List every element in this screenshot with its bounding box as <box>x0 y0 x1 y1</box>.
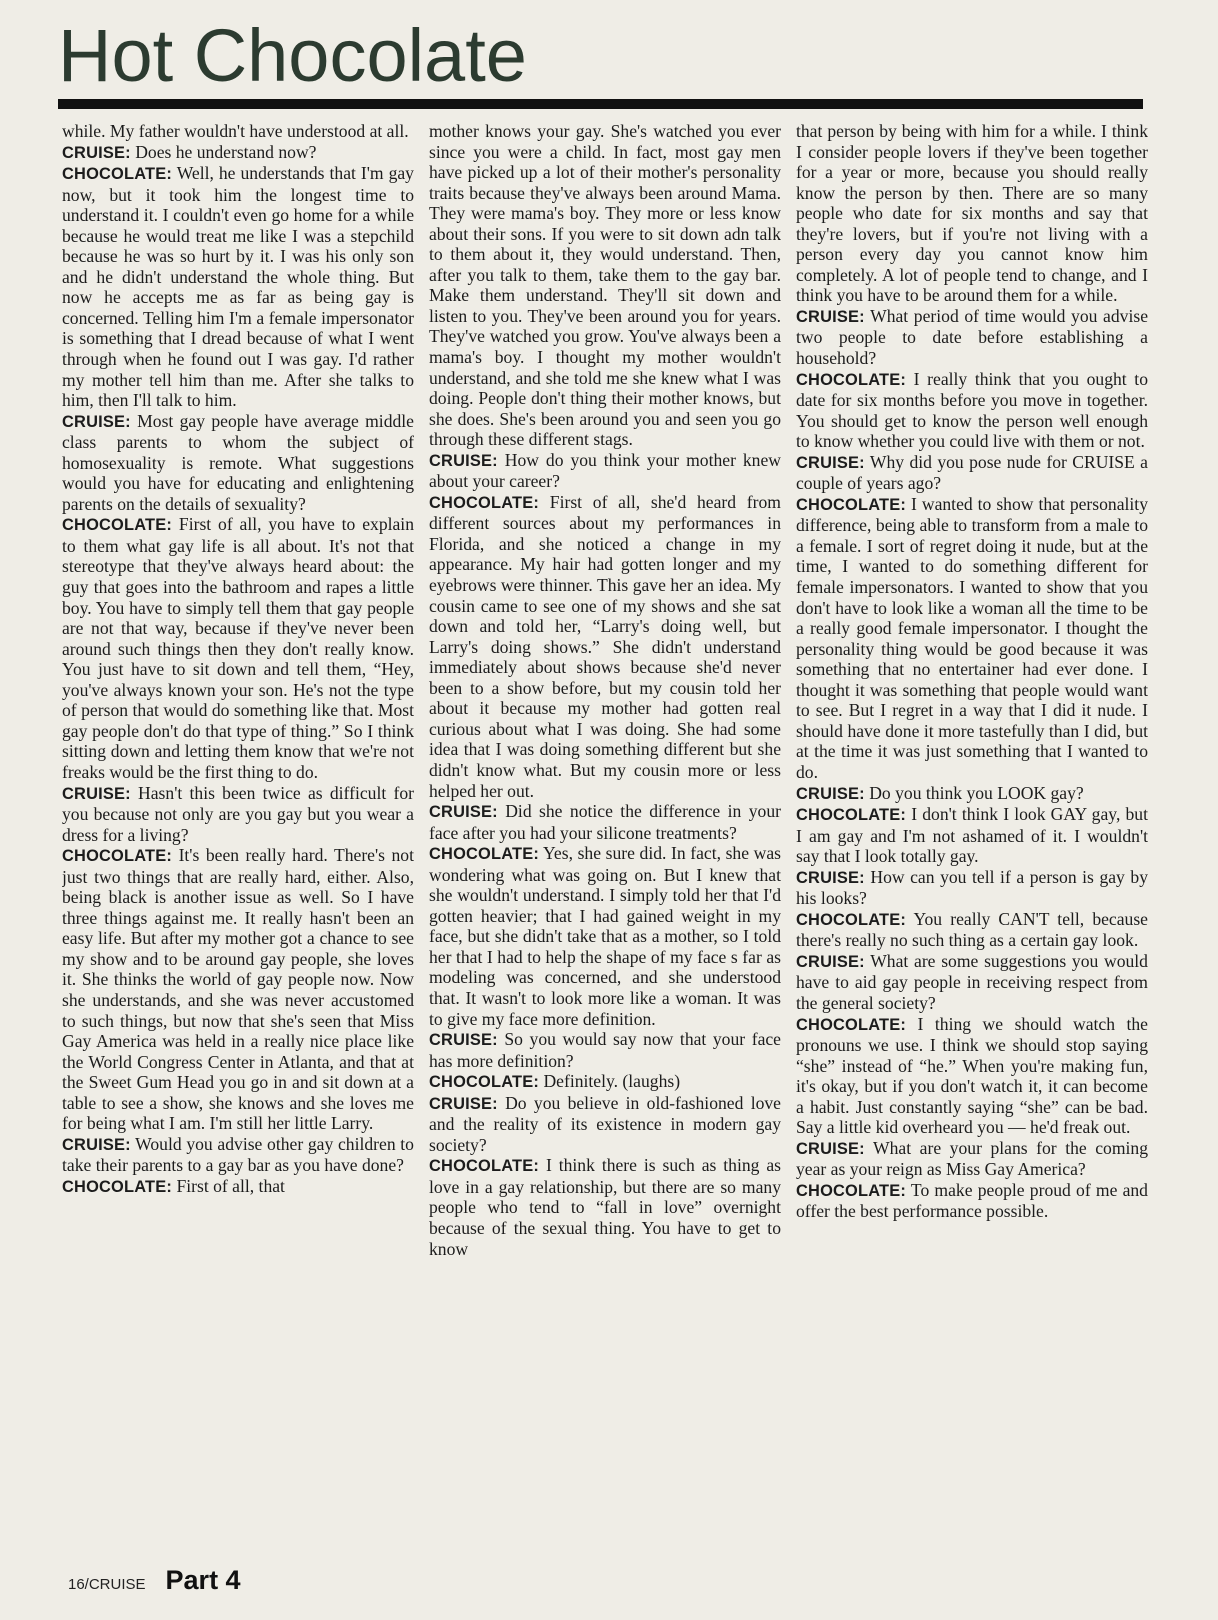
paragraph-text: that person by being with him for a while. I think I consider people lovers if they've been together for a year or more, because you should really know the person by then. There are so many people who date for six months and say that they're lovers, but if you're not living with a person every day you cannot know him completely. A lot of people tend to change, and I think you have to be around them for a while. <box>796 121 1148 306</box>
interview-paragraph <box>429 121 781 450</box>
speaker-label: CHOCOLATE: <box>62 165 173 184</box>
speaker-label: CRUISE: <box>62 143 131 162</box>
paragraph-text: while. My father wouldn't have understood at all. <box>62 121 409 141</box>
paragraph-text: How do you think your mother knew about your career? <box>429 449 781 492</box>
speaker-label: CRUISE: <box>62 1135 131 1154</box>
interview-paragraph <box>796 909 1148 951</box>
paragraph-text: First of all, she'd heard from different sources about my performances in Florida, and she noticed a change in my appearance. My hair had gotten longer and my eyebrows were thinner. This gave her an idea. My cousin came to see one of my shows and she sat down and told her, “Larry's doing well, but Larry's doing shows.” She didn't understand immediately about shows because she'd never been to a show before, but my cousin told her about it because my mother had gotten real curious about what I was doing. She had some idea that I was doing something different but she didn't know what. But my cousin more or less helped her out. <box>429 491 781 801</box>
title-rule <box>58 99 1143 109</box>
speaker-label: CRUISE: <box>796 952 865 971</box>
column-1 <box>62 121 414 1546</box>
speaker-label: CRUISE: <box>429 803 498 822</box>
interview-paragraph <box>796 951 1148 1014</box>
speaker-label: CRUISE: <box>796 1139 865 1158</box>
paragraph-text: Does he understand now? <box>135 141 317 162</box>
paragraph-text: I wanted to show that personality difference, being able to transform from a male to a female. I sort of regret doing it nude, but at the time, I wanted to do something different for female impersonators. I wanted to show that you don't have to look like a woman all the time to be a really good female impersonator. I thought the personality thing would be good because it was something that no entertainer had ever done. I thought it was something that people would want to see. But I regret in a way that I did it nude. I should have done it more tastefully than I did, but at the time it was just something that I wanted to do. <box>796 493 1148 782</box>
speaker-label: CRUISE: <box>62 784 131 803</box>
interview-paragraph <box>62 121 414 142</box>
speaker-label: CRUISE: <box>796 868 865 887</box>
speaker-label: CRUISE: <box>796 307 865 326</box>
speaker-label: CHOCOLATE: <box>796 806 907 825</box>
paragraph-text: Did she notice the difference in your face after you had your silicone treatments? <box>429 801 781 843</box>
speaker-label: CRUISE: <box>429 1031 498 1050</box>
paragraph-text: So you would say now that your face has more definition? <box>429 1029 781 1071</box>
interview-paragraph <box>62 163 414 411</box>
interview-paragraph <box>62 845 414 1134</box>
interview-paragraph <box>429 801 781 843</box>
interview-paragraph <box>796 1138 1148 1180</box>
page-footer <box>68 1565 241 1596</box>
paragraph-text: Why did you pose nude for CRUISE a couple of years ago? <box>796 451 1148 494</box>
paragraph-text: You really CAN'T tell, because there's really no such thing as a certain gay look. <box>796 908 1148 951</box>
speaker-label: CHOCOLATE: <box>62 1177 173 1196</box>
part-label: Part 4 <box>165 1565 241 1595</box>
paragraph-text: I really think that you ought to date for six months before you move in together. You should get to know the person well enough to know whether you could live with them or not. <box>796 368 1148 452</box>
interview-paragraph <box>62 514 414 782</box>
paragraph-text: How can you tell if a person is gay by his looks? <box>796 866 1148 909</box>
speaker-label: CHOCOLATE: <box>429 1073 540 1092</box>
interview-paragraph <box>796 1180 1148 1222</box>
interview-paragraph <box>429 1071 781 1093</box>
paragraph-text: Would you advise other gay children to take their parents to a gay bar as you have done? <box>62 1133 414 1176</box>
interview-paragraph <box>429 1029 781 1071</box>
speaker-label: CHOCOLATE: <box>429 845 540 864</box>
speaker-label: CRUISE: <box>796 784 865 803</box>
speaker-label: CHOCOLATE: <box>62 516 173 535</box>
interview-paragraph <box>429 450 781 492</box>
column-3 <box>796 121 1148 1546</box>
interview-paragraph <box>62 1134 414 1176</box>
column-2 <box>429 121 781 1546</box>
speaker-label: CHOCOLATE: <box>796 1015 907 1034</box>
paragraph-text: Do you believe in old-fashioned love and the reality of its existence in modern gay society? <box>429 1092 781 1155</box>
interview-paragraph <box>62 411 414 515</box>
speaker-label: CRUISE: <box>429 1094 498 1113</box>
paragraph-text: I think there is such as thing as love in a gay relationship, but there are so many people who tend to “fall in love” overnight because of the sexual thing. You have to get to know <box>429 1155 781 1259</box>
interview-paragraph <box>429 1155 781 1259</box>
paragraph-text: It's been really hard. There's not just two things that are really hard, either. Also, being black is another issue as well. So I have three things against me. It really hasn't been an easy life. But after my mother got a chance to see my show and to be around gay people, she loves it. She thinks the world of gay people now. Now she understands, and she was never accustomed to such things, but now that she's seen that Miss Gay America was held in a really nice place like the World Congress Center in Atlanta, and that at the Sweet Gum Head you go in and sit down at a table to see a show, she knows and she loves me for being what I am. I'm still her little Larry. <box>62 845 414 1134</box>
speaker-label: CHOCOLATE: <box>796 910 907 929</box>
interview-paragraph <box>429 843 781 1029</box>
speaker-label: CHOCOLATE: <box>796 370 907 389</box>
paragraph-text: First of all, you have to explain to them what gay life is all about. It's not that stereotype that they've always heard about: the guy that goes into the bathroom and rapes a little boy. You have to simply tell them that gay people are not that way, because if they've never been around such things then they don't really know. You just have to sit down and tell them, “Hey, you've always known your son. He's not the type of person that would do something like that. Most gay people don't do that type of thing.” So I think sitting down and letting them know that we're not freaks would be the first thing to do. <box>62 514 414 782</box>
speaker-label: CRUISE: <box>796 453 865 472</box>
interview-paragraph <box>62 783 414 846</box>
interview-paragraph <box>796 867 1148 909</box>
speaker-label: CRUISE: <box>62 412 131 431</box>
speaker-label: CHOCOLATE: <box>796 495 907 514</box>
interview-paragraph <box>796 783 1148 805</box>
paragraph-text: What are your plans for the coming year as your reign as Miss Gay America? <box>796 1137 1148 1180</box>
paragraph-text: What are some suggestions you would have to aid gay people in receiving respect from the general society? <box>796 950 1148 1013</box>
paragraph-text: To make people proud of me and offer the best performance possible. <box>796 1179 1148 1222</box>
speaker-label: CHOCOLATE: <box>62 847 173 866</box>
interview-paragraph <box>796 121 1148 306</box>
interview-paragraph <box>796 804 1148 867</box>
article-body <box>62 121 1148 1546</box>
paragraph-text: Well, he understands that I'm gay now, but it took him the longest time to understand it. I couldn't even go home for a while because he would treat me like I was a stepchild because he was so hurt by it. I was his only son and he didn't understand the whole thing. But now he accepts me as far as being gay is concerned. Telling him I'm a female impersonator is something that I dread because of what I went through when he found out I was gay. I'd rather my mother tell him than me. After she talks to him, then I'll talk to him. <box>62 163 414 411</box>
interview-paragraph <box>796 369 1148 452</box>
paragraph-text: Do you think you LOOK gay? <box>869 782 1084 803</box>
paragraph-text: I don't think I look GAY gay, but I am gay and I'm not ashamed of it. I wouldn't say that I look totally gay. <box>796 804 1148 867</box>
page-folio: 16/CRUISE <box>68 1576 146 1593</box>
paragraph-text: mother knows your gay. She's watched you ever since you were a child. In fact, most gay men have picked up a lot of their mother's personality traits because they've always been around Mama. They were mama's boy. They more or less know about their sons. If you were to sit down adn talk to them about it, they would understand. Then, after you talk to them, take them to the gay bar. Make them understand. They'll sit down and listen to you. They've been around you for years. They've watched you grow. You've always been a mama's boy. I thought my mother wouldn't understand, and she told me she knew what I was doing. People don't thing their mother knows, but she does. She's been around you and seen you go through these different stags. <box>429 121 781 450</box>
article-title: Hot Chocolate <box>58 14 527 97</box>
interview-paragraph <box>62 142 414 164</box>
paragraph-text: Yes, she sure did. In fact, she was wondering what was going on. But I knew that she wouldn't understand. I simply told her that I'd gotten heavier; that I had gained weight in my face, but she didn't take that as a mother, so I told her that I had to help the shape of my face s far as modeling was concerned, and she understood that. It wasn't to look more like a woman. It was to give my face more definition. <box>429 843 781 1029</box>
paragraph-text: Hasn't this been twice as difficult for you because not only are you gay but you wear a dress for a living? <box>62 782 414 845</box>
paragraph-text: First of all, that <box>176 1175 285 1196</box>
interview-paragraph <box>429 1093 781 1156</box>
paragraph-text: Most gay people have average middle class parents to whom the subject of homosexuality is remote. What suggestions would you have for educating and enlightening parents on the details of sexuality? <box>62 410 414 514</box>
speaker-label: CHOCOLATE: <box>429 493 540 512</box>
interview-paragraph <box>429 492 781 801</box>
interview-paragraph <box>796 306 1148 369</box>
interview-paragraph <box>62 1176 414 1198</box>
speaker-label: CHOCOLATE: <box>796 1181 907 1200</box>
interview-paragraph <box>796 494 1148 783</box>
interview-paragraph <box>796 452 1148 494</box>
interview-paragraph <box>796 1014 1148 1138</box>
paragraph-text: What period of time would you advise two people to date before establishing a household? <box>796 305 1148 369</box>
speaker-label: CHOCOLATE: <box>429 1157 540 1176</box>
paragraph-text: I thing we should watch the pronouns we use. I think we should stop saying “she” instead of “he.” When you're making fun, it's okay, but if you don't watch it, it can become a habit. Just constantly saying “she” can be bad. Say a little kid overheard you — he'd freak out. <box>796 1013 1148 1138</box>
paragraph-text: Definitely. (laughs) <box>543 1071 681 1092</box>
speaker-label: CRUISE: <box>429 451 498 470</box>
